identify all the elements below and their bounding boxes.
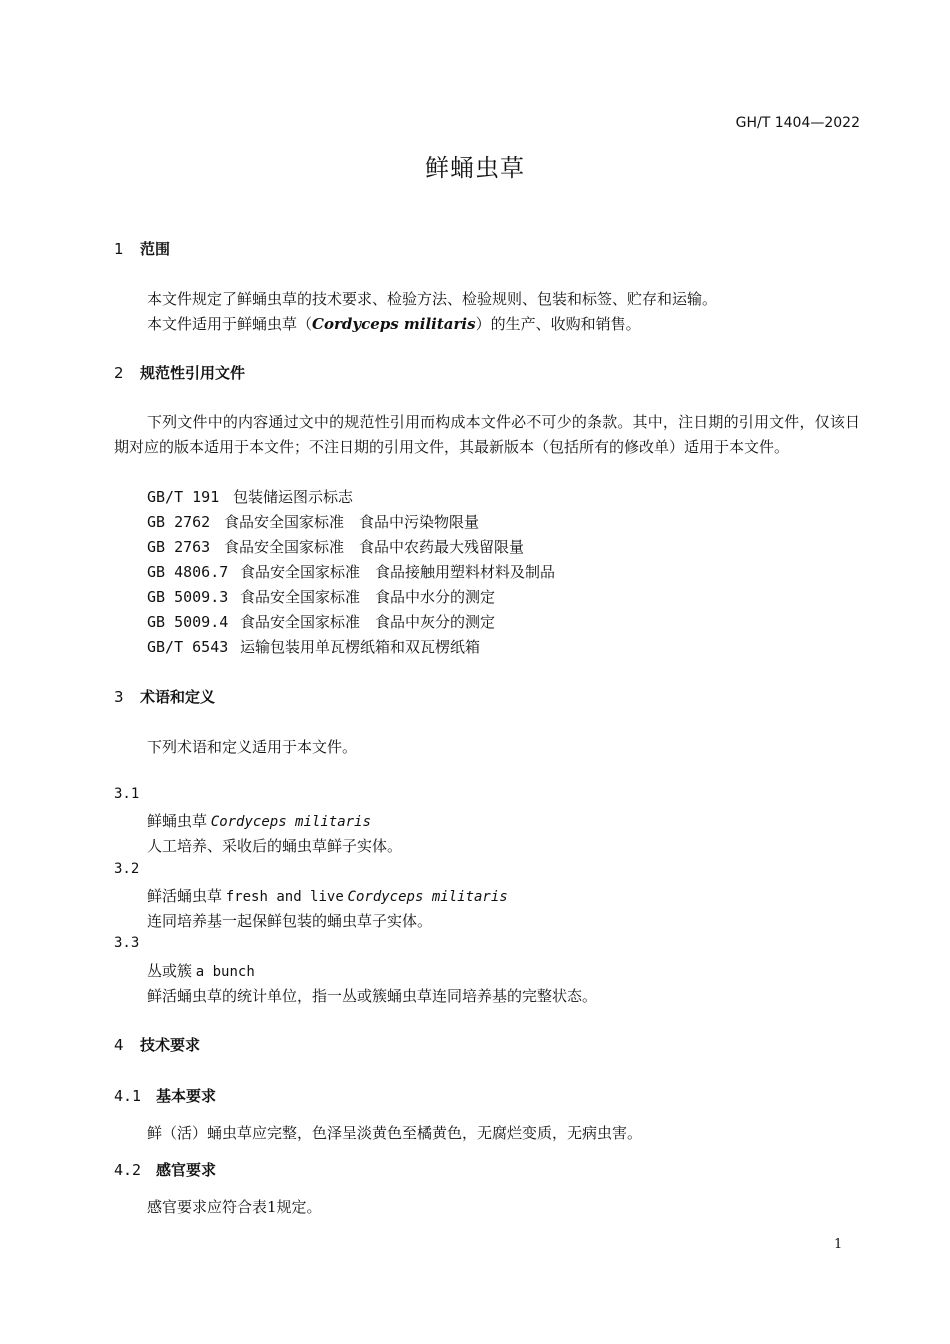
term-name (147, 810, 371, 831)
reference-title: 食品安全国家标准 食品中水分的测定 (240, 588, 496, 606)
reference-code: GB/T 6543 (147, 638, 229, 656)
reference-title: 食品安全国家标准 食品中污染物限量 (224, 513, 480, 531)
term-name-cn: 鲜蛹虫草 (147, 812, 208, 830)
term-number: 3.3 (114, 935, 140, 951)
section-1-title: 范围 (140, 240, 171, 258)
section-3-intro: 下列术语和定义适用于本文件。 (147, 738, 358, 756)
section-1-heading (114, 238, 170, 259)
subsection-4-2-heading (114, 1159, 216, 1180)
reference-title: 食品安全国家标准 食品中农药最大残留限量 (224, 538, 525, 556)
reference-code: GB 2762 (147, 513, 211, 531)
section-2-title: 规范性引用文件 (140, 364, 246, 382)
reference-code: GB 5009.3 (147, 588, 229, 606)
subsection-4-2-text: 感官要求应符合表1规定。 (147, 1198, 322, 1216)
p2-latin-name: Cordyceps militaris (312, 315, 476, 333)
section-4-title: 技术要求 (140, 1036, 201, 1054)
term-name-en: fresh and live (225, 889, 344, 905)
p2-text-before: 本文件适用于鲜蛹虫草（ (147, 315, 313, 333)
section-1-paragraph-1: 本文件规定了鲜蛹虫草的技术要求、检验方法、检验规则、包装和标签、贮存和运输。 (147, 290, 718, 308)
document-title: 鲜蛹虫草 (425, 154, 525, 182)
reference-item (147, 486, 353, 507)
reference-code: GB 2763 (147, 538, 211, 556)
subsection-4-1-title: 基本要求 (156, 1087, 217, 1105)
term-definition: 人工培养、采收后的蛹虫草鲜子实体。 (147, 837, 403, 855)
subsection-4-2-number: 4.2 (114, 1161, 142, 1179)
section-3-title: 术语和定义 (140, 688, 216, 706)
reference-title: 食品安全国家标准 食品中灰分的测定 (240, 613, 496, 631)
section-1-paragraph-2 (147, 313, 641, 334)
reference-title: 包装储运图示标志 (233, 488, 354, 506)
standard-code: GH/T 1404—2022 (735, 115, 860, 131)
term-name (147, 885, 508, 906)
subsection-4-1-heading (114, 1085, 216, 1106)
page-number: 1 (834, 1237, 843, 1252)
section-3-number: 3 (114, 688, 124, 706)
section-4-heading (114, 1034, 200, 1055)
reference-item (147, 511, 479, 532)
subsection-4-1-text: 鲜（活）蛹虫草应完整，色泽呈淡黄色至橘黄色，无腐烂变质，无病虫害。 (147, 1124, 643, 1142)
reference-title: 食品安全国家标准 食品接触用塑料材料及制品 (240, 563, 556, 581)
p2-text-after: ）的生产、收购和销售。 (475, 315, 641, 333)
term-name-en: a bunch (195, 964, 255, 980)
term-name-en-italic: Cordyceps militaris (347, 889, 508, 905)
section-3-heading (114, 686, 215, 707)
term-definition: 鲜活蛹虫草的统计单位，指一丛或簇蛹虫草连同培养基的完整状态。 (147, 987, 598, 1005)
reference-title: 运输包装用单瓦楞纸箱和双瓦楞纸箱 (240, 638, 481, 656)
term-name (147, 960, 255, 981)
reference-code: GB 4806.7 (147, 563, 229, 581)
subsection-4-1-number: 4.1 (114, 1087, 142, 1105)
section-2-intro: 下列文件中的内容通过文中的规范性引用而构成本文件必不可少的条款。其中，注日期的引用文件，仅该日期对应的版本适用于本文件；不注日期的引用文件，其最新版本（包括所有的修改单）适用于本文件。 (114, 413, 860, 456)
term-number: 3.1 (114, 786, 140, 802)
reference-item (147, 636, 480, 657)
reference-code: GB/T 191 (147, 488, 220, 506)
reference-code: GB 5009.4 (147, 613, 229, 631)
reference-item (147, 561, 555, 582)
reference-item (147, 611, 495, 632)
term-definition: 连同培养基一起保鲜包装的蛹虫草子实体。 (147, 912, 433, 930)
section-2-heading (114, 362, 245, 383)
section-1-number: 1 (114, 240, 124, 258)
section-4-number: 4 (114, 1036, 124, 1054)
term-name-cn: 丛或簇 (147, 962, 193, 980)
reference-item (147, 536, 524, 557)
term-name-cn: 鲜活蛹虫草 (147, 887, 223, 905)
subsection-4-2-title: 感官要求 (156, 1161, 217, 1179)
term-name-en-italic: Cordyceps militaris (210, 814, 371, 830)
term-number: 3.2 (114, 861, 140, 877)
section-2-number: 2 (114, 364, 124, 382)
reference-item (147, 586, 495, 607)
